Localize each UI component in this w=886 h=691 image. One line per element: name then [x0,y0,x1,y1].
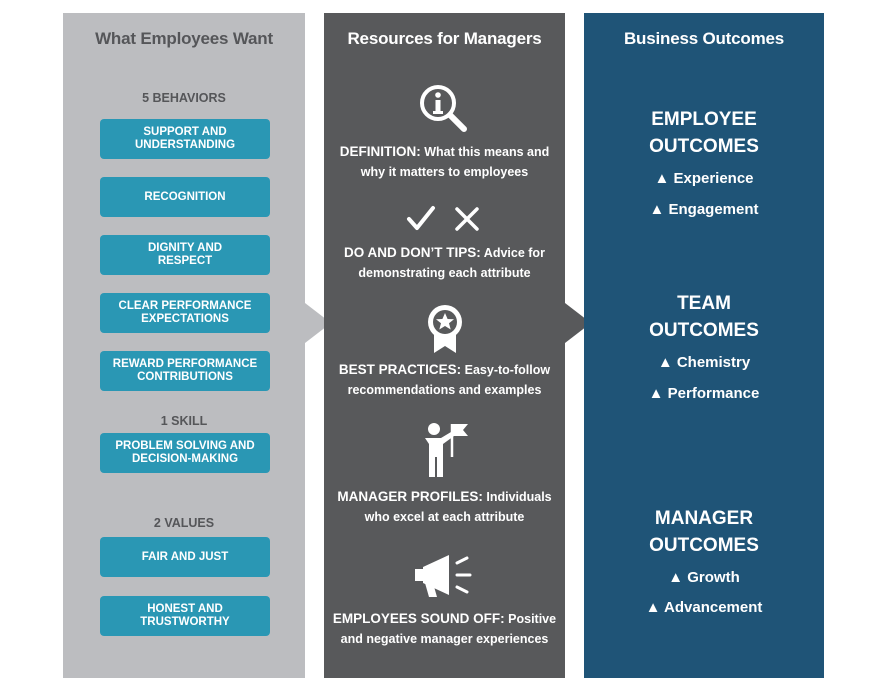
behavior-pill-reward: REWARD PERFORMANCE CONTRIBUTIONS [100,351,270,391]
outcomes-column-title: Business Outcomes [623,29,785,48]
behavior-pill-recognition: RECOGNITION [100,177,270,217]
outcome-item-advancement: ▲ Advancement [645,599,763,616]
values-heading: 2 VALUES [153,516,215,530]
manager-outcomes-heading: MANAGER OUTCOMES [649,508,759,556]
employees-column [63,13,305,678]
skill-heading: 1 SKILL [160,414,208,428]
award-ribbon-icon [324,303,565,355]
value-pill-honest: HONEST AND TRUSTWORTHY [100,596,270,636]
employees-column-title: What Employees Want [95,29,273,48]
skill-pill-problem-solving: PROBLEM SOLVING AND DECISION-MAKING [100,433,270,473]
outcome-item-performance: ▲ Performance [648,385,760,402]
megaphone-icon [324,553,565,599]
behavior-pill-dignity: DIGNITY AND RESPECT [100,235,270,275]
resource-tips-text: DO AND DON’T TIPS: Advice for demonstrating each attribute [344,245,545,280]
resources-column [324,13,565,678]
behavior-pill-support: SUPPORT AND UNDERSTANDING [100,119,270,159]
outcome-item-chemistry: ▲ Chemistry [657,354,751,371]
resource-best-practices-text: BEST PRACTICES: Easy-to-follow recommendations and examples [338,362,551,397]
employee-outcomes-heading: EMPLOYEE OUTCOMES [649,109,759,157]
resource-definition-text: DEFINITION: What this means and why it matters to employees [339,144,550,179]
behaviors-heading: 5 BEHAVIORS [142,91,226,105]
outcomes-column [584,13,824,678]
info-search-icon [324,83,565,133]
check-cross-icon [324,203,565,233]
resource-profiles-text: MANAGER PROFILES: Individuals who excel at each attribute [337,489,552,524]
team-outcomes-heading: TEAM OUTCOMES [649,293,759,341]
resource-sound-off-text: EMPLOYEES SOUND OFF: Positive and negative manager experiences [332,611,557,646]
value-pill-fair: FAIR AND JUST [100,537,270,577]
outcome-item-growth: ▲ Growth [668,569,740,586]
resources-column-title: Resources for Managers [347,29,542,48]
behavior-pill-expectations: CLEAR PERFORMANCE EXPECTATIONS [100,293,270,333]
outcome-item-experience: ▲ Experience [654,170,754,187]
outcome-item-engagement: ▲ Engagement [649,201,759,218]
person-flag-icon [324,419,565,479]
